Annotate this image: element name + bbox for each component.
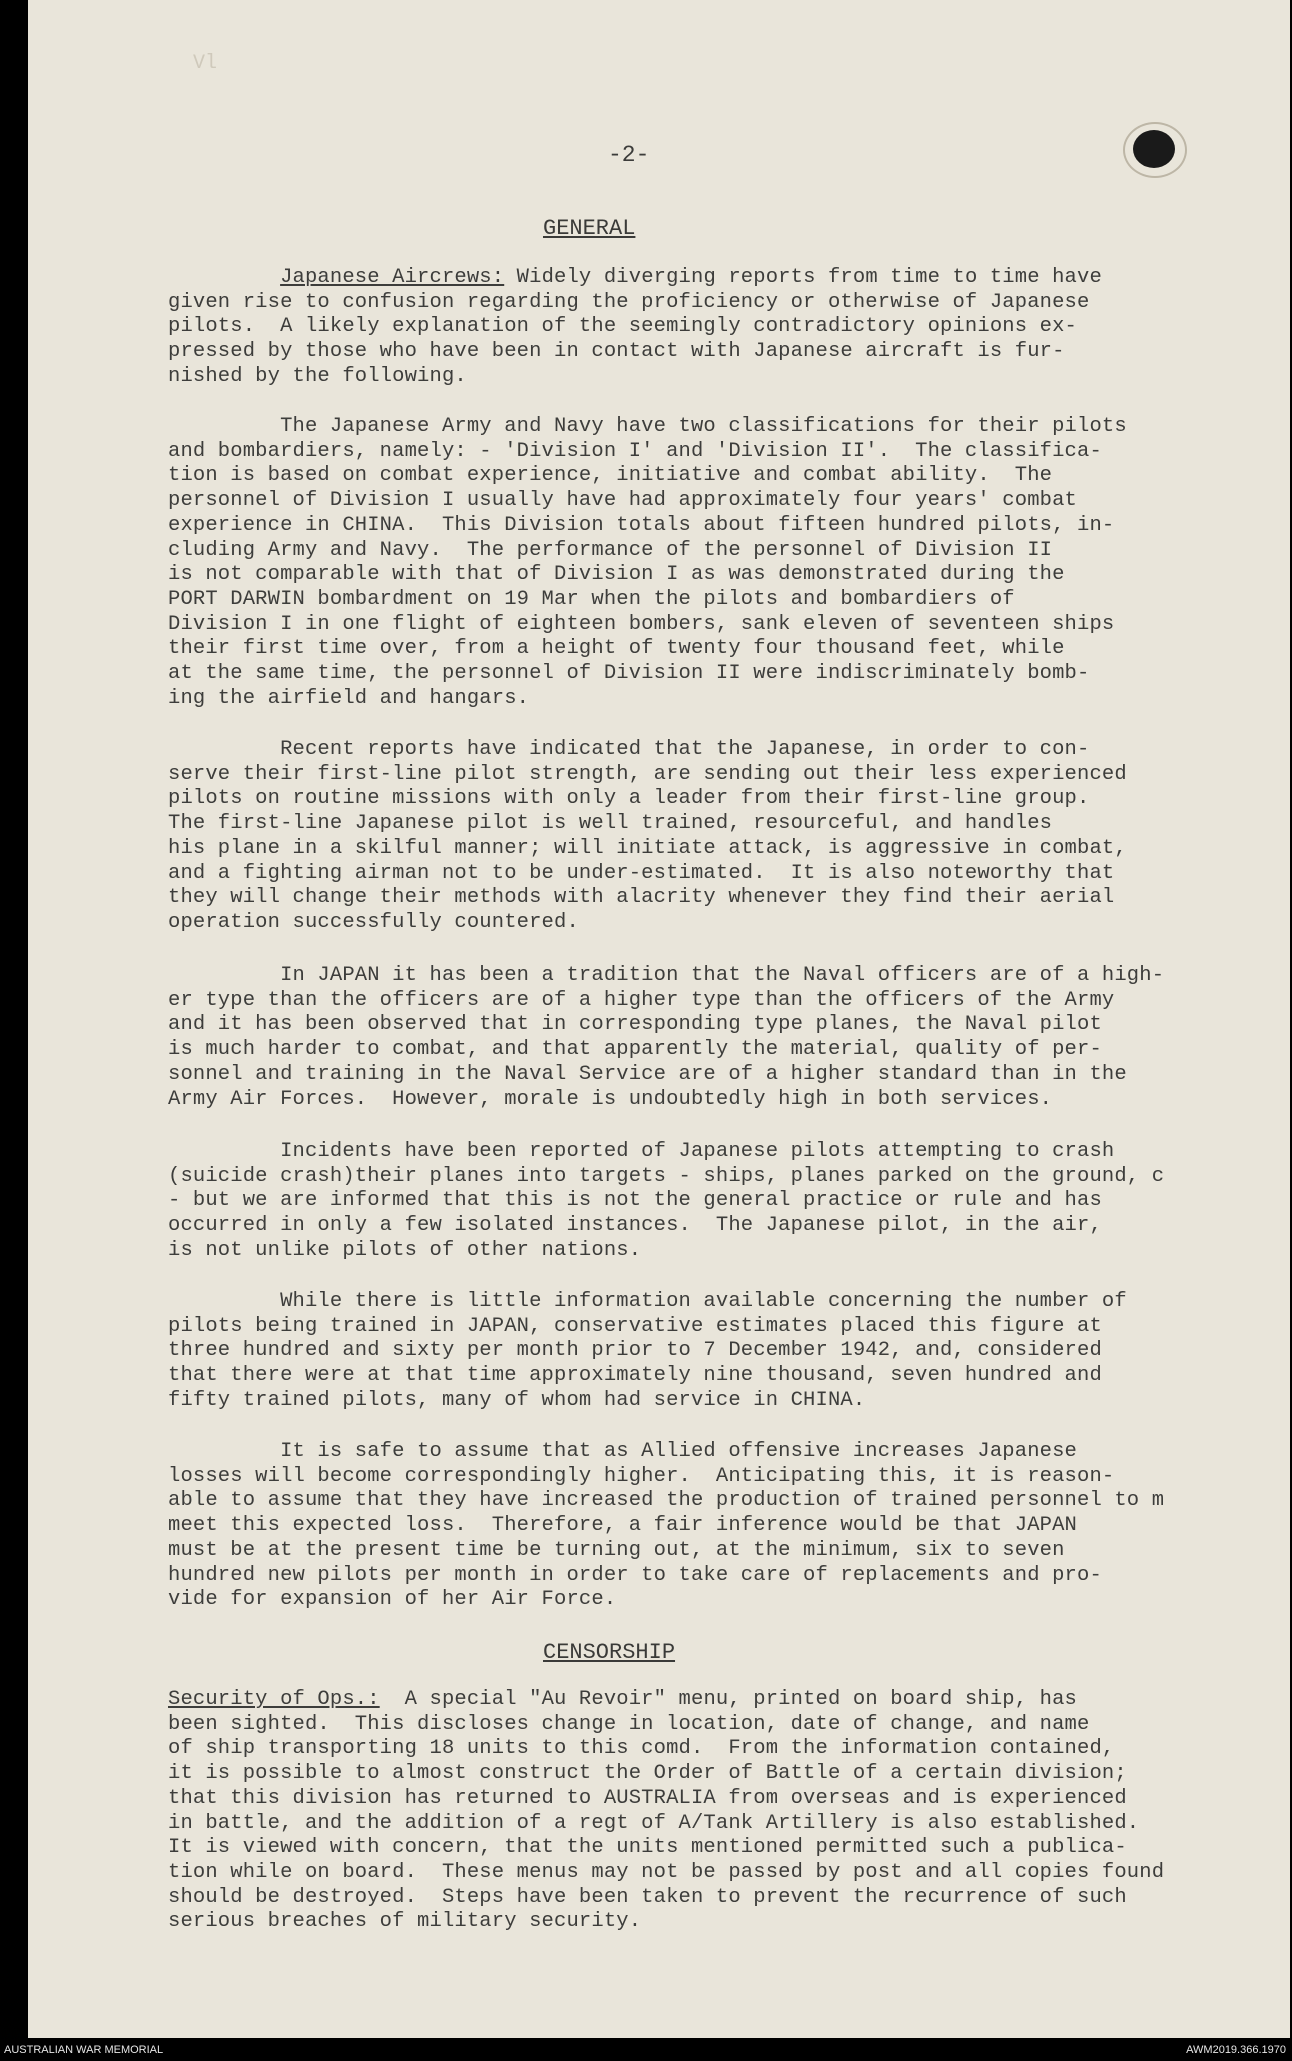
paragraph-training-estimates: While there is little information available concerning the number of pilots being trained in JAPAN, conservative estimates placed this figure at three hundred and sixty per month prior to 7 December 1942, and, considered that there were at that time approximately nine thousand, seven hundred and fifty trained pilots, many of whom had service in CHINA. [168, 1290, 1127, 1412]
paragraph-first-line-pilots: Recent reports have indicated that the Japanese, in order to con- serve their first-line pilot strength, are sending out their less experienced pilots on routine missions with only a leader from their first-line group. The first-line Japanese pilot is well trained, resourceful, and handles his plane in a skilful manner; will initiate attack, is aggressive in combat, and a fighting airman not to be under-estimated. It is also noteworthy that they will change their methods with alacrity whenever they find their aerial operation successfully countered. [168, 738, 1127, 934]
label-security-of-ops: Security of Ops.: [168, 1688, 380, 1711]
faint-mark: Vl [193, 52, 218, 75]
paragraph-replacements: It is safe to assume that as Allied offensive increases Japanese losses will become correspondingly higher. Anticipating this, it is reason- able to assume that they have increased the production of trained personnel to m meet this expected loss. Therefore, a fair inference would be that JAPAN must be at the present time be turning out, at the minimum, six to seven hundred new pilots per month in order to take care of replacements and pro- vide for expansion of her Air Force. [168, 1440, 1165, 1612]
paragraph-security-of-ops [168, 1688, 1168, 1935]
punch-hole [1133, 130, 1175, 168]
paragraph-naval-officers: In JAPAN it has been a tradition that the Naval officers are of a high- er type than the officers are of a higher type than the officers of the Army and it has been observed that in corresponding type planes, the Naval pilot is much harder to combat, and that apparently the material, quality of per- sonnel and training in the Naval Service are of a higher standard than in the Army Air Forces. However, morale is undoubtedly high in both services. [168, 964, 1165, 1111]
paragraph-divisions: The Japanese Army and Navy have two classifications for their pilots and bombardiers, namely: - 'Division I' and 'Division II'. The classifica- tion is based on combat experience, initiative and combat ability. The personnel of Division I usually have had approximately four years' combat experience in CHINA. This Division totals about fifteen hundred pilots, in- cluding Army and Navy. The performance of the personnel of Division II is not comparable with that of Division I as was demonstrated during the PORT DARWIN bombardment on 19 Mar when the pilots and bombardiers of Division I in one flight of eighteen bombers, sank eleven of seventeen ships their first time over, from a height of twenty four thousand feet, while at the same time, the personnel of Division II were indiscriminately bomb- ing the airfield and hangars. [168, 415, 1127, 710]
aircrews-rest: given rise to confusion regarding the proficiency or otherwise of Japanese pilots. A likely explanation of the seemingly contradictory opinions ex- pressed by those who have been in contact with Japanese aircraft is fur- nished by the following. [168, 290, 1090, 388]
heading-censorship: CENSORSHIP [543, 1640, 676, 1665]
aircrews-first-line: Widely diverging reports from time to time have [504, 266, 1102, 289]
security-rest: been sighted. This discloses change in location, date of change, and name of ship transporting 18 units to this comd. From the information contained, it is possible to almost construct the Order of Battle of a certain division; that this division has returned to AUSTRALIA from overseas and is experienced in battle, and the addition of a regt of A/Tank Artillery is also established. It is viewed with concern, that the units mentioned permitted such a publica- tion while on board. These menus may not be passed by post and all copies found should be destroyed. Steps have been taken to prevent the recurrence of such serious breaches of military security. [168, 1712, 1165, 1934]
page-number: -2- [608, 142, 650, 168]
document-page [28, 0, 1290, 2038]
footer-institution: AUSTRALIAN WAR MEMORIAL [4, 2044, 164, 2056]
label-japanese-aircrews: Japanese Aircrews: [280, 266, 505, 289]
paragraph-suicide-crash: Incidents have been reported of Japanese pilots attempting to crash (suicide crash)their planes into targets - ships, planes parked on the ground, c - but we are informed that this is not the general practice or rule and has occurred in only a few isolated instances. The Japanese pilot, in the air, is not unlike pilots of other nations. [168, 1140, 1165, 1262]
security-first-line: A special "Au Revoir" menu, printed on board ship, has [379, 1688, 1077, 1711]
footer-accession-number: AWM2019.366.1970 [1186, 2044, 1286, 2056]
paragraph-aircrews [168, 266, 1168, 390]
heading-general: GENERAL [543, 216, 636, 241]
